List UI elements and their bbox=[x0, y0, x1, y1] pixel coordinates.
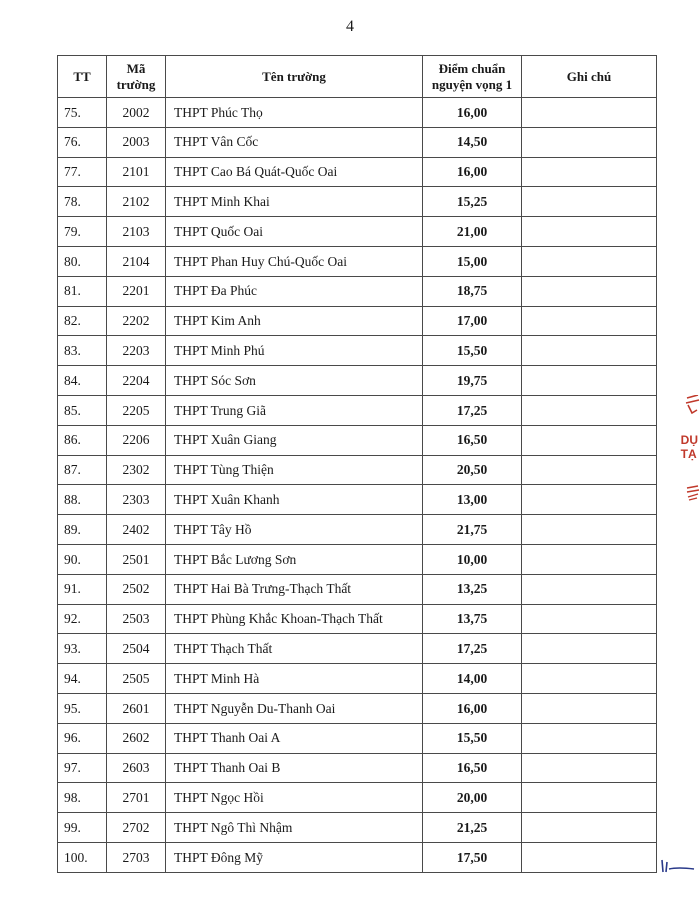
row-note bbox=[522, 336, 657, 366]
row-school-name: THPT Ngô Thì Nhậm bbox=[166, 813, 423, 843]
table-row bbox=[58, 157, 657, 187]
row-note bbox=[522, 276, 657, 306]
stamp-fragment-icon bbox=[684, 395, 700, 417]
row-tt: 86. bbox=[58, 425, 107, 455]
row-note bbox=[522, 366, 657, 396]
row-school-code: 2303 bbox=[107, 485, 166, 515]
row-school-name: THPT Bắc Lương Sơn bbox=[166, 544, 423, 574]
table-body bbox=[58, 98, 657, 873]
row-tt: 98. bbox=[58, 783, 107, 813]
row-school-code: 2104 bbox=[107, 246, 166, 276]
row-school-name: THPT Cao Bá Quát-Quốc Oai bbox=[166, 157, 423, 187]
row-tt: 76. bbox=[58, 127, 107, 157]
row-cutoff-score: 17,25 bbox=[423, 634, 522, 664]
row-cutoff-score: 16,00 bbox=[423, 157, 522, 187]
row-cutoff-score: 15,00 bbox=[423, 246, 522, 276]
row-school-name: THPT Ngọc Hồi bbox=[166, 783, 423, 813]
row-school-code: 2201 bbox=[107, 276, 166, 306]
row-school-code: 2205 bbox=[107, 395, 166, 425]
stamp-fragment-icon bbox=[686, 485, 700, 501]
row-school-code: 2602 bbox=[107, 723, 166, 753]
row-cutoff-score: 17,00 bbox=[423, 306, 522, 336]
row-school-code: 2103 bbox=[107, 217, 166, 247]
row-school-code: 2502 bbox=[107, 574, 166, 604]
row-note bbox=[522, 604, 657, 634]
row-note bbox=[522, 574, 657, 604]
table-row bbox=[58, 425, 657, 455]
row-school-code: 2203 bbox=[107, 336, 166, 366]
table-row bbox=[58, 813, 657, 843]
row-cutoff-score: 18,75 bbox=[423, 276, 522, 306]
row-school-code: 2601 bbox=[107, 693, 166, 723]
table-row bbox=[58, 366, 657, 396]
row-school-code: 2503 bbox=[107, 604, 166, 634]
row-school-name: THPT Quốc Oai bbox=[166, 217, 423, 247]
table-row bbox=[58, 634, 657, 664]
row-tt: 87. bbox=[58, 455, 107, 485]
table-row bbox=[58, 723, 657, 753]
row-school-name: THPT Minh Phú bbox=[166, 336, 423, 366]
stamp-text-line2: TẠ bbox=[680, 447, 697, 461]
row-school-code: 2703 bbox=[107, 842, 166, 872]
header-school-code-line1: Mã bbox=[126, 60, 146, 76]
row-cutoff-score: 15,50 bbox=[423, 723, 522, 753]
row-note bbox=[522, 753, 657, 783]
table-row bbox=[58, 127, 657, 157]
row-school-name: THPT Xuân Giang bbox=[166, 425, 423, 455]
row-cutoff-score: 13,00 bbox=[423, 485, 522, 515]
table-row bbox=[58, 753, 657, 783]
row-school-code: 2603 bbox=[107, 753, 166, 783]
row-school-name: THPT Minh Khai bbox=[166, 187, 423, 217]
row-tt: 96. bbox=[58, 723, 107, 753]
row-school-code: 2505 bbox=[107, 664, 166, 694]
row-tt: 91. bbox=[58, 574, 107, 604]
row-school-code: 2202 bbox=[107, 306, 166, 336]
stamp-text bbox=[681, 433, 698, 461]
row-note bbox=[522, 217, 657, 247]
row-cutoff-score: 14,50 bbox=[423, 127, 522, 157]
row-school-name: THPT Xuân Khanh bbox=[166, 485, 423, 515]
row-tt: 95. bbox=[58, 693, 107, 723]
row-cutoff-score: 15,50 bbox=[423, 336, 522, 366]
row-tt: 89. bbox=[58, 515, 107, 545]
row-school-name: THPT Phùng Khắc Khoan-Thạch Thất bbox=[166, 604, 423, 634]
row-tt: 81. bbox=[58, 276, 107, 306]
row-school-code: 2504 bbox=[107, 634, 166, 664]
row-school-name: THPT Tây Hồ bbox=[166, 515, 423, 545]
row-tt: 78. bbox=[58, 187, 107, 217]
row-school-code: 2702 bbox=[107, 813, 166, 843]
row-school-code: 2501 bbox=[107, 544, 166, 574]
row-note bbox=[522, 842, 657, 872]
row-tt: 97. bbox=[58, 753, 107, 783]
header-cutoff-score-line1: Điểm chuẩn bbox=[438, 60, 506, 76]
row-school-name: THPT Phan Huy Chú-Quốc Oai bbox=[166, 246, 423, 276]
row-tt: 88. bbox=[58, 485, 107, 515]
row-tt: 79. bbox=[58, 217, 107, 247]
row-note bbox=[522, 813, 657, 843]
row-school-name: THPT Thanh Oai B bbox=[166, 753, 423, 783]
admission-score-table bbox=[57, 55, 657, 873]
row-school-code: 2003 bbox=[107, 127, 166, 157]
table-row bbox=[58, 306, 657, 336]
row-school-name: THPT Đông Mỹ bbox=[166, 842, 423, 872]
row-school-name: THPT Kim Anh bbox=[166, 306, 423, 336]
row-note bbox=[522, 98, 657, 128]
row-note bbox=[522, 634, 657, 664]
table-row bbox=[58, 98, 657, 128]
table-row bbox=[58, 217, 657, 247]
row-cutoff-score: 15,25 bbox=[423, 187, 522, 217]
table-row bbox=[58, 664, 657, 694]
row-tt: 82. bbox=[58, 306, 107, 336]
table-row bbox=[58, 276, 657, 306]
table-row bbox=[58, 395, 657, 425]
row-cutoff-score: 20,00 bbox=[423, 783, 522, 813]
table-row bbox=[58, 783, 657, 813]
row-school-name: THPT Hai Bà Trưng-Thạch Thất bbox=[166, 574, 423, 604]
row-tt: 77. bbox=[58, 157, 107, 187]
row-note bbox=[522, 455, 657, 485]
row-school-name: THPT Nguyễn Du-Thanh Oai bbox=[166, 693, 423, 723]
table-row bbox=[58, 246, 657, 276]
row-school-code: 2206 bbox=[107, 425, 166, 455]
row-note bbox=[522, 187, 657, 217]
row-note bbox=[522, 515, 657, 545]
row-tt: 85. bbox=[58, 395, 107, 425]
table-header-row bbox=[58, 56, 657, 98]
row-cutoff-score: 19,75 bbox=[423, 366, 522, 396]
table-row bbox=[58, 515, 657, 545]
row-tt: 93. bbox=[58, 634, 107, 664]
row-note bbox=[522, 544, 657, 574]
header-note: Ghi chú bbox=[522, 56, 657, 98]
row-note bbox=[522, 395, 657, 425]
row-tt: 100. bbox=[58, 842, 107, 872]
row-tt: 94. bbox=[58, 664, 107, 694]
row-school-code: 2701 bbox=[107, 783, 166, 813]
row-cutoff-score: 10,00 bbox=[423, 544, 522, 574]
row-school-code: 2402 bbox=[107, 515, 166, 545]
row-school-name: THPT Vân Cốc bbox=[166, 127, 423, 157]
row-school-code: 2101 bbox=[107, 157, 166, 187]
row-school-name: THPT Minh Hà bbox=[166, 664, 423, 694]
row-cutoff-score: 17,50 bbox=[423, 842, 522, 872]
row-school-name: THPT Phúc Thọ bbox=[166, 98, 423, 128]
row-cutoff-score: 13,75 bbox=[423, 604, 522, 634]
row-school-code: 2002 bbox=[107, 98, 166, 128]
table-row bbox=[58, 336, 657, 366]
row-school-name: THPT Đa Phúc bbox=[166, 276, 423, 306]
row-school-name: THPT Trung Giã bbox=[166, 395, 423, 425]
row-school-name: THPT Sóc Sơn bbox=[166, 366, 423, 396]
row-tt: 75. bbox=[58, 98, 107, 128]
row-tt: 99. bbox=[58, 813, 107, 843]
header-school-name: Tên trường bbox=[166, 56, 423, 98]
table-row bbox=[58, 842, 657, 872]
table-row bbox=[58, 544, 657, 574]
row-note bbox=[522, 127, 657, 157]
row-school-code: 2102 bbox=[107, 187, 166, 217]
row-cutoff-score: 21,25 bbox=[423, 813, 522, 843]
row-note bbox=[522, 246, 657, 276]
row-cutoff-score: 16,50 bbox=[423, 753, 522, 783]
table-row bbox=[58, 485, 657, 515]
table-row bbox=[58, 604, 657, 634]
row-school-name: THPT Tùng Thiện bbox=[166, 455, 423, 485]
row-cutoff-score: 16,00 bbox=[423, 693, 522, 723]
header-cutoff-score bbox=[423, 56, 522, 98]
table-row bbox=[58, 187, 657, 217]
row-note bbox=[522, 157, 657, 187]
row-cutoff-score: 20,50 bbox=[423, 455, 522, 485]
handwritten-mark-icon bbox=[660, 858, 696, 874]
header-cutoff-score-line2: nguyện vọng 1 bbox=[431, 76, 513, 92]
row-note bbox=[522, 306, 657, 336]
row-note bbox=[522, 723, 657, 753]
row-note bbox=[522, 693, 657, 723]
row-cutoff-score: 14,00 bbox=[423, 664, 522, 694]
row-tt: 80. bbox=[58, 246, 107, 276]
row-tt: 92. bbox=[58, 604, 107, 634]
row-cutoff-score: 17,25 bbox=[423, 395, 522, 425]
row-note bbox=[522, 485, 657, 515]
header-school-code-line2: trường bbox=[116, 76, 156, 92]
row-note bbox=[522, 425, 657, 455]
row-note bbox=[522, 664, 657, 694]
row-school-name: THPT Thanh Oai A bbox=[166, 723, 423, 753]
row-note bbox=[522, 783, 657, 813]
table-row bbox=[58, 574, 657, 604]
table-row bbox=[58, 693, 657, 723]
stamp-text-line1: DỤ bbox=[680, 433, 698, 447]
row-school-code: 2302 bbox=[107, 455, 166, 485]
table-row bbox=[58, 455, 657, 485]
row-cutoff-score: 16,00 bbox=[423, 98, 522, 128]
row-cutoff-score: 21,00 bbox=[423, 217, 522, 247]
row-tt: 84. bbox=[58, 366, 107, 396]
row-cutoff-score: 21,75 bbox=[423, 515, 522, 545]
row-cutoff-score: 13,25 bbox=[423, 574, 522, 604]
header-tt: TT bbox=[58, 56, 107, 98]
row-cutoff-score: 16,50 bbox=[423, 425, 522, 455]
page-number: 4 bbox=[346, 18, 354, 35]
row-tt: 90. bbox=[58, 544, 107, 574]
header-school-code bbox=[107, 56, 166, 98]
row-tt: 83. bbox=[58, 336, 107, 366]
row-school-name: THPT Thạch Thất bbox=[166, 634, 423, 664]
row-school-code: 2204 bbox=[107, 366, 166, 396]
